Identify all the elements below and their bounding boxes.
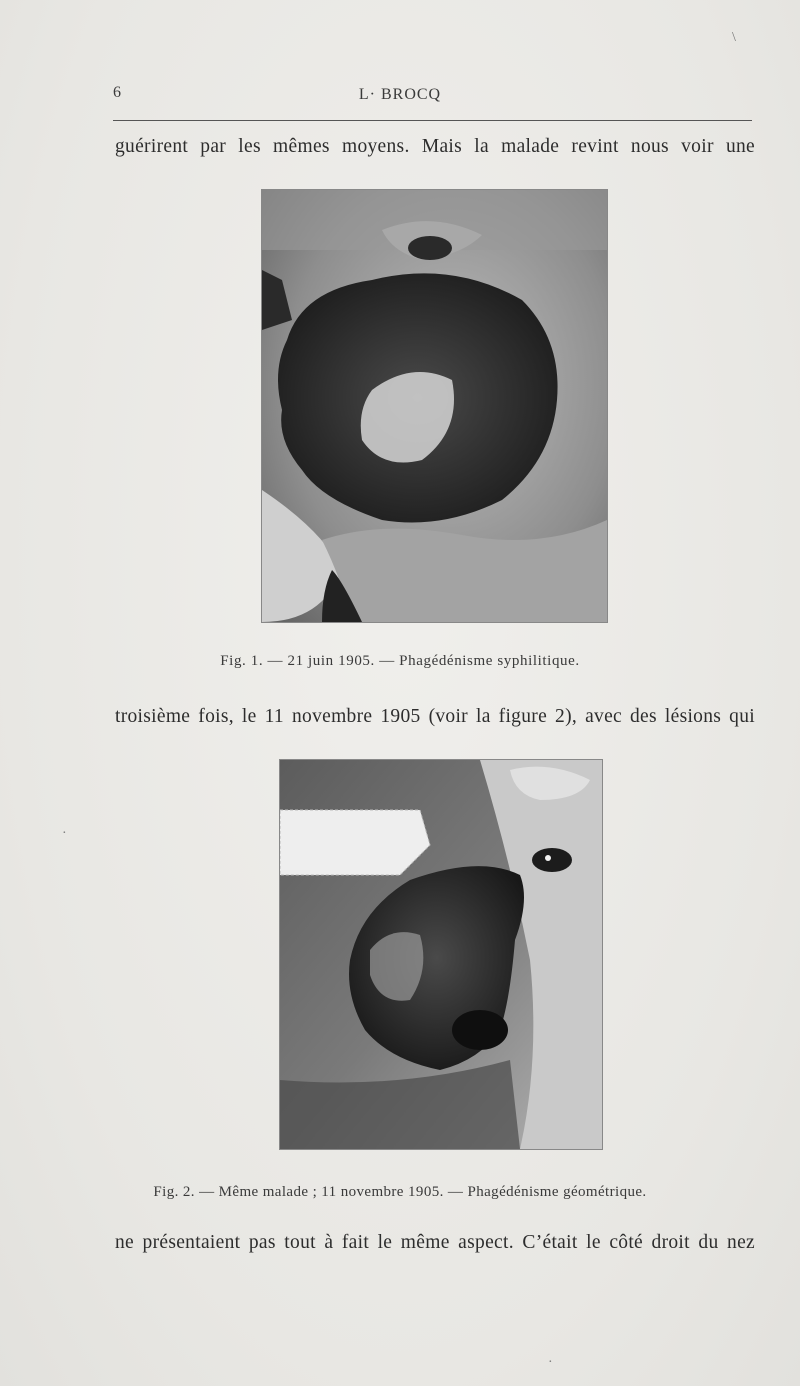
- figure-2-caption: Fig. 2. — Même malade ; 11 novembre 1905. — Phagédénisme géométrique.: [153, 1184, 647, 1200]
- running-header-author: L· BROCQ: [358, 86, 442, 103]
- body-text-line-2: troisième fois, le 11 novembre 1905 (voir la figure 2), avec des lésions qui: [115, 706, 755, 727]
- page-speck: ·: [62, 826, 67, 841]
- page-speck: ·: [548, 1355, 553, 1370]
- figure-1-photograph: [261, 189, 608, 623]
- page-number: 6: [113, 84, 122, 101]
- header-rule: [113, 120, 752, 121]
- figure-1-caption: Fig. 1. — 21 juin 1905. — Phagédénisme syphilitique.: [220, 653, 580, 669]
- page-speck: \: [732, 30, 736, 45]
- body-text-line-3: ne présentaient pas tout à fait le même aspect. C’était le côté droit du nez: [115, 1232, 755, 1253]
- figure-2-photo-image: [280, 760, 602, 1149]
- figure-2-photograph: [279, 759, 603, 1150]
- body-text-line-1: guérirent par les mêmes moyens. Mais la malade revint nous voir une: [115, 136, 755, 157]
- figure-1-photo-image: [262, 190, 607, 622]
